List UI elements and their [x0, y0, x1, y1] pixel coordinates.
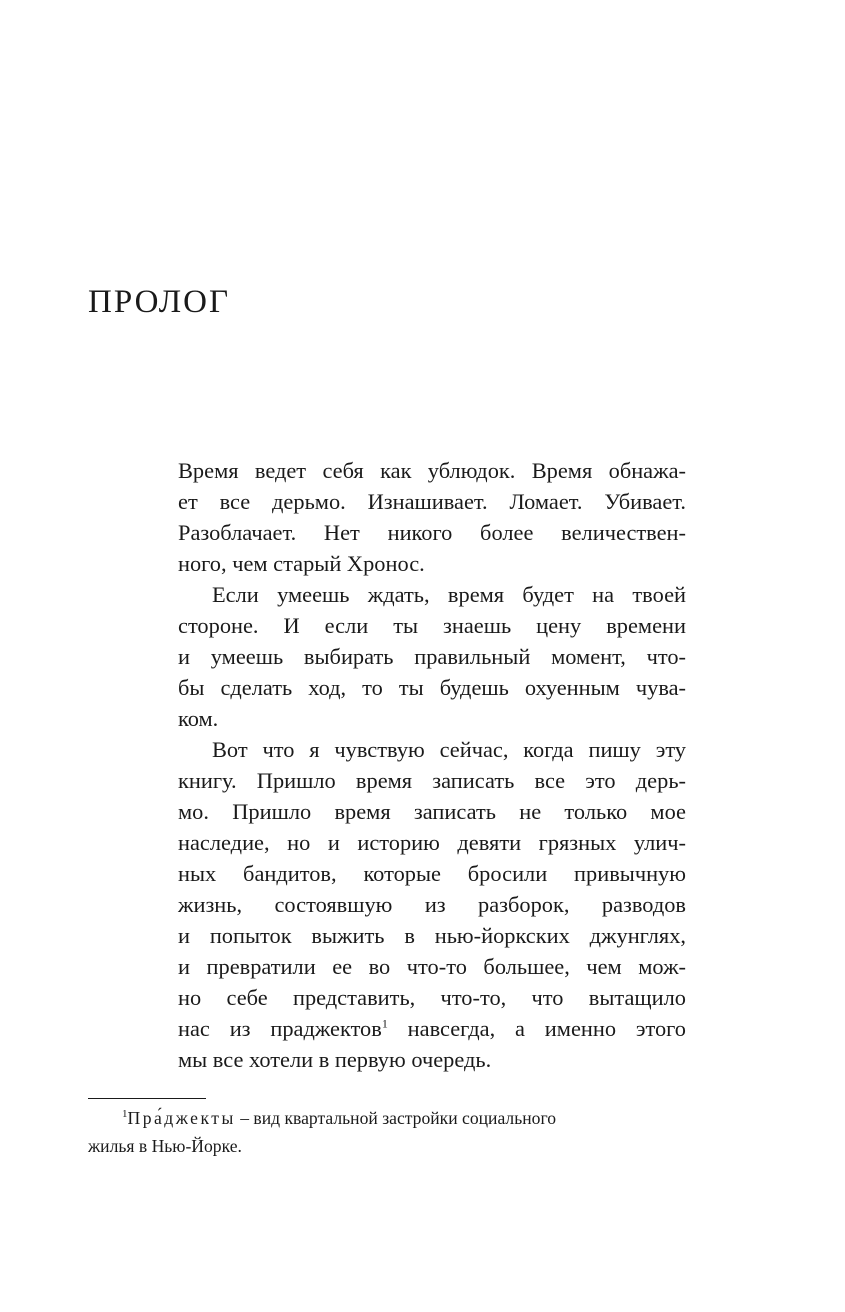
text-line: и превратили ее во что-то большее, чем мож- — [178, 954, 686, 979]
text-line: ком. — [178, 706, 219, 731]
text-line: ет все дерьмо. Изнашивает. Ломает. Убивает. — [178, 489, 686, 514]
text-line: ных бандитов, которые бросили привычную — [178, 861, 686, 886]
footnote — [88, 1104, 686, 1160]
text-line: и умеешь выбирать правильный момент, что- — [178, 644, 686, 669]
footnote-divider — [88, 1098, 206, 1099]
text-line: и попыток выжить в нью-йоркских джунглях, — [178, 923, 686, 948]
text-line: Разоблачает. Нет никого более величествен- — [178, 520, 686, 545]
text-line: Время ведет себя как ублюдок. Время обнажа- — [178, 458, 686, 483]
chapter-title: ПРОЛОГ — [88, 284, 231, 320]
footnote-line: жилья в Нью-Йорке. — [88, 1136, 242, 1156]
footnote-reference[interactable]: 1 — [381, 1016, 388, 1031]
text-line: ного, чем старый Хронос. — [178, 551, 425, 576]
text-line: мо. Пришло время записать не только мое — [178, 799, 686, 824]
text-line: стороне. И если ты знаешь цену времени — [178, 613, 686, 638]
text-line: но себе представить, что-то, что вытащило — [178, 985, 686, 1010]
chapter-body — [178, 455, 686, 1075]
footnote-line — [88, 1104, 686, 1132]
text-line: мы все хотели в первую очередь. — [178, 1047, 492, 1072]
text-line: Вот что я чувствую сейчас, когда пишу эту — [212, 737, 686, 762]
text-fragment: навсегда, а именно этого — [387, 1016, 686, 1041]
footnote-term: Пра́джекты — [127, 1108, 236, 1128]
text-fragment: нас из праджектов — [178, 1016, 382, 1041]
text-line: наследие, но и историю девяти грязных улич- — [178, 830, 686, 855]
text-line: жизнь, состоявшую из разборок, разводов — [178, 892, 686, 917]
text-line-with-footnote — [178, 1013, 686, 1044]
text-line: бы сделать ход, то ты будешь охуенным чува- — [178, 675, 686, 700]
footnote-text: – вид квартальной застройки социального — [235, 1108, 557, 1128]
text-line: книгу. Пришло время записать все это дерь- — [178, 768, 686, 793]
text-line: Если умеешь ждать, время будет на твоей — [212, 582, 686, 607]
footnote-number: 1 — [122, 1108, 128, 1121]
